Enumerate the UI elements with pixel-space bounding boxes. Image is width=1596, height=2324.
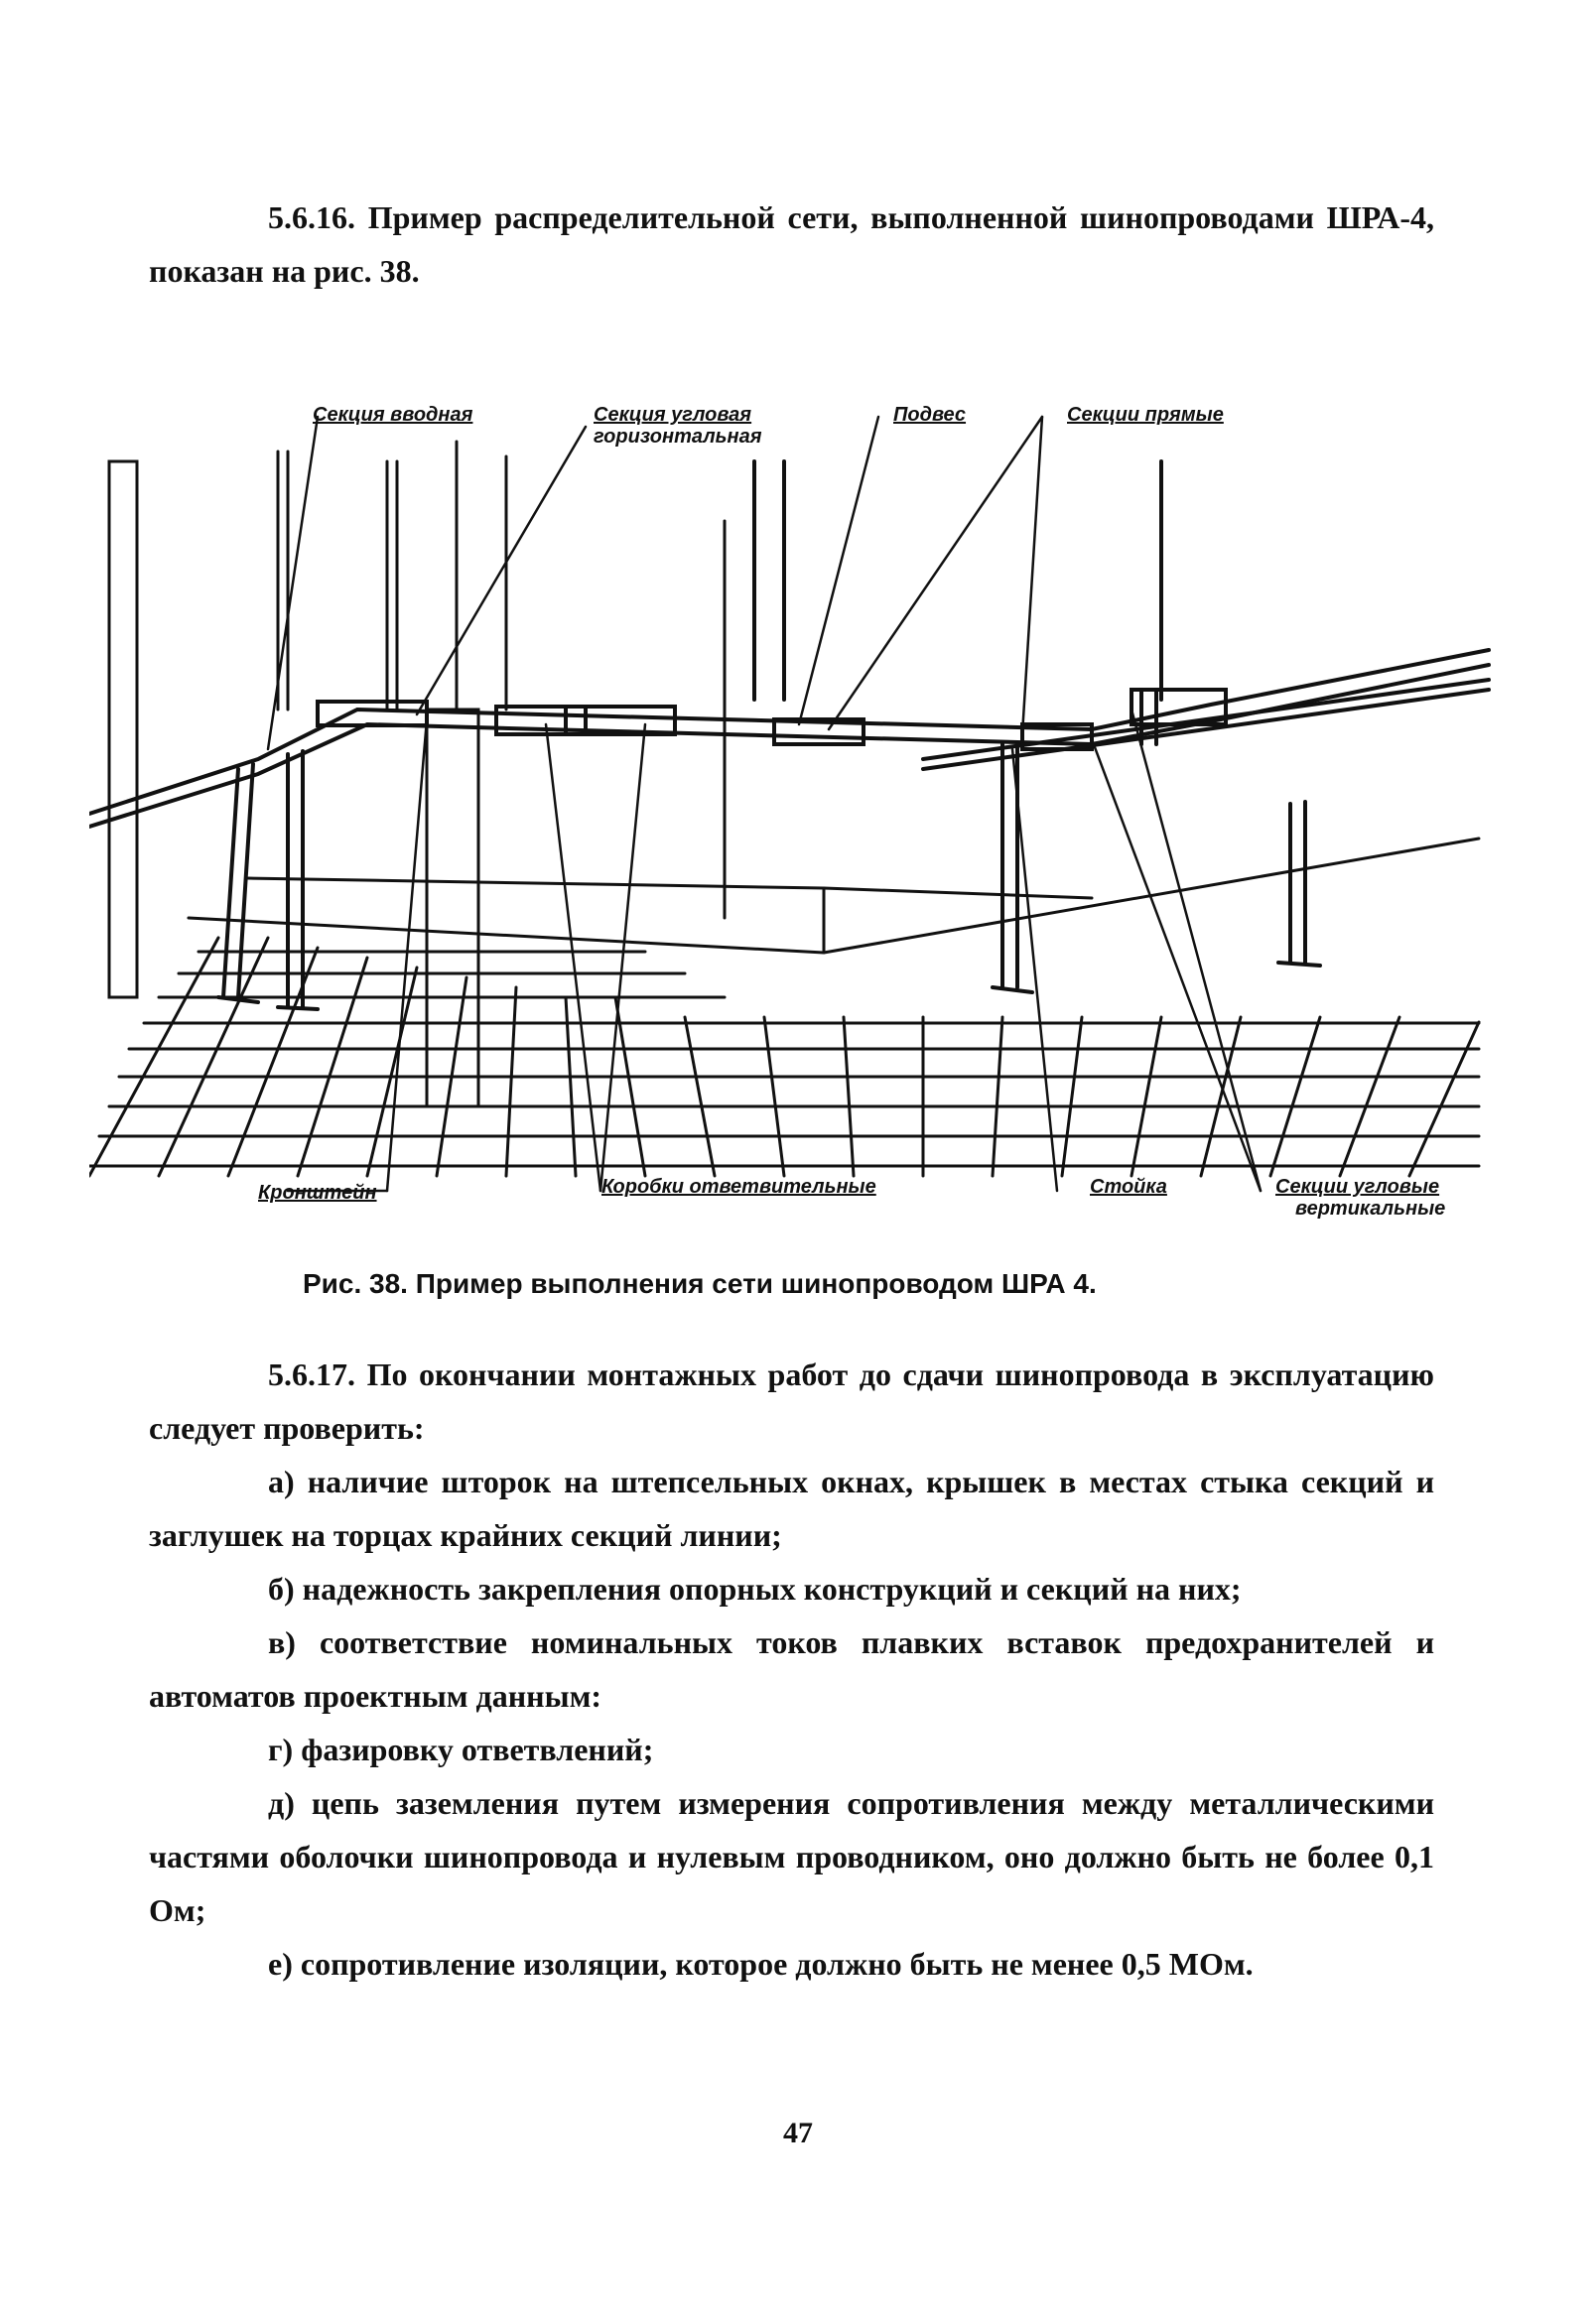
section-5-6-16 — [149, 191, 1434, 298]
support-brackets — [218, 744, 1320, 1009]
check-item-a: а) наличие шторок на штепсельных окнах, крышек в местах стыка секций и заглушек на торцах крайних секций линии; — [149, 1464, 1434, 1553]
busway-run — [89, 650, 1489, 827]
section-5-6-16-text: 5.6.16. Пример распределительной сети, выполненной шинопроводами ШРА-4, показан на рис. 38. — [149, 199, 1434, 289]
figure-caption: Рис. 38. Пример выполнения сети шинопроводом ШРА 4. — [303, 1268, 1097, 1299]
label-vertical-angle-sections-sub: вертикальные — [1295, 1198, 1446, 1220]
label-hanger: Подвес — [893, 404, 967, 426]
check-item-v: в) соответствие номинальных токов плавких вставок предохранителей и автоматов проектным данным: — [149, 1624, 1434, 1714]
check-item-g: г) фазировку ответвлений; — [268, 1732, 654, 1767]
label-angle-section: Секция угловая — [594, 404, 752, 426]
floor-grid — [89, 938, 1479, 1176]
label-bracket: Кронштейн — [258, 1182, 377, 1204]
check-item-b: б) надежность закрепления опорных конструкций и секций на них; — [268, 1571, 1242, 1607]
page-number: 47 — [783, 2117, 813, 2149]
check-item-e: е) сопротивление изоляции, которое должно быть не менее 0,5 МОм. — [268, 1946, 1254, 1982]
section-5-6-17 — [149, 1348, 1434, 1991]
label-rack: Стойка — [1090, 1176, 1167, 1198]
label-angle-section-sub: горизонтальная — [594, 426, 762, 448]
figure-38 — [89, 382, 1499, 1235]
check-item-d: д) цепь заземления путем измерения сопротивления между металлическими частями оболочки шинопровода и нулевым проводником, оно должно быть не более 0,1 Ом; — [149, 1785, 1434, 1928]
label-branch-boxes: Коробки ответвительные — [601, 1176, 876, 1198]
label-straight-sections: Секции прямые — [1067, 404, 1224, 426]
label-vertical-angle-sections: Секции угловые — [1275, 1176, 1440, 1198]
section-5-6-17-intro: 5.6.17. По окончании монтажных работ до сдачи шинопровода в эксплуатацию следует проверить: — [149, 1356, 1434, 1446]
leader-lines — [268, 417, 1261, 1191]
label-intro-section: Секция вводная — [313, 404, 473, 426]
busway-network-drawing — [89, 382, 1499, 1235]
